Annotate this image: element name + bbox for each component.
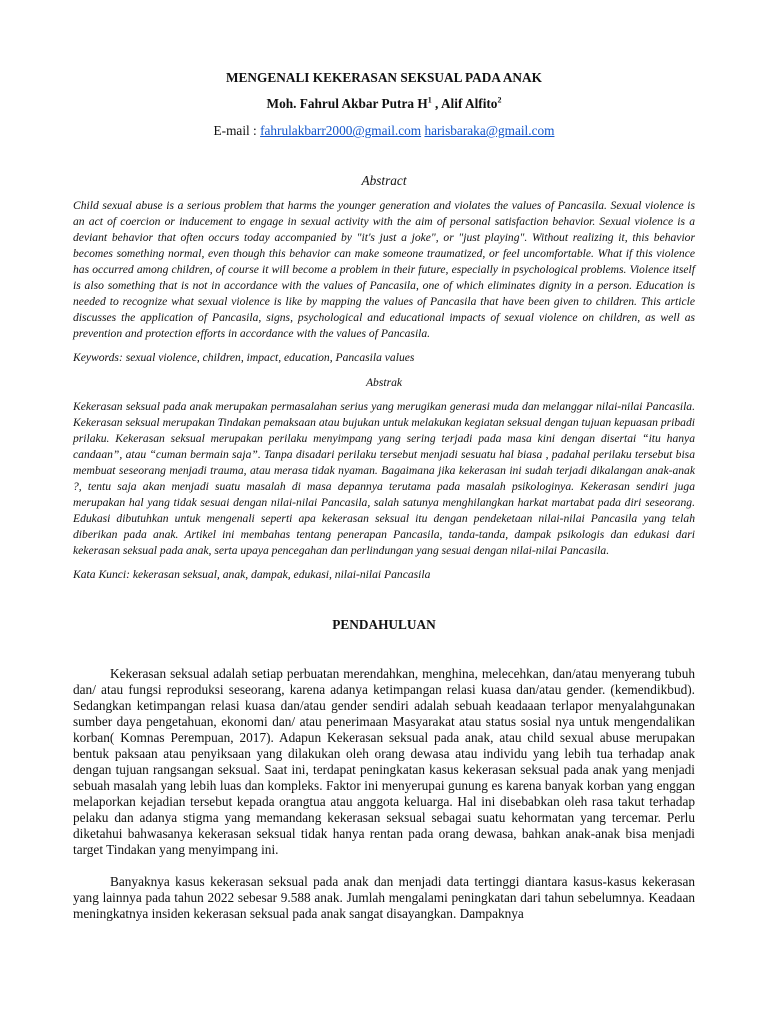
abstract-text: Child sexual abuse is a serious problem that harms the younger generation and violates the values of Pancasila. Sexual violence is an act of coercion or inducement to engage in sexual activity with the aim of personal satisfaction behavior. Sexual violence is a deviant behavior that often occurs today accompanied by "it's just a joke", or "just playing". Without realizing it, this behavior becomes something normal, even though this behavior can make someone traumatized, or feel uncomfortable. What if this violence has occurred among children, of course it will become a problem in their future, especially in psychological problems. Violence itself is also something that is not in accordance with the values of Pancasila, one of which eliminates dignity in a person. Education is needed to recognize what sexual violence is like by mapping the values of Pancasila that have been given to children. This article discusses the application of Pancasila, signs, psychological and educational impacts of sexual violence on children, as well as prevention and protection efforts in accordance with the values of Pancasila. [73,199,695,340]
section-heading: PENDAHULUAN [332,617,436,632]
authors-line [73,95,695,112]
email-line [73,122,695,139]
author-2-affiliation: 2 [497,95,502,105]
abstrak-text: Kekerasan seksual pada anak merupakan permasalahan serius yang merugikan generasi muda dan melanggar nilai-nilai Pancasila. Kekerasan seksual merupakan Tindakan pemaksaan atau bujukan untuk melakukan kegiatan seksual dengan tujuan kepuasan pribadi prilaku. Kekerasan seksual merupakan perilaku menyimpang yang sering terjadi pada masa kini dengan disertai “itu hanya candaan”, atau “cuman bermain saja”. Tanpa disadari perilaku tersebut menjadi sesuatu hal biasa , padahal perilaku tersebut bisa membuat seseorang menjadi trauma, atau merasa tidak nyaman. Bagaimana jika kekerasan ini sudah terjadi dikalangan anak-anak ?, tentu saja akan menjadi suatu masalah di masa depannya terutama pada masalah psikologinya. Kekerasan sendiri juga merupakan hal yang tidak sesuai dengan nilai-nilai Pancasila, salah satunya menghilangkan harkat martabat pada diri seseorang. Edukasi dibutuhkan untuk mengenali seperti apa kekerasan seksual itu dengan pendeketaan nilai-nilai Pancasila yang telah diberikan pada anak. Artikel ini membahas tentang penerapan Pancasila, tanda-tanda, dampak psikologis dan edukasi dari kekerasan seksual pada anak, serta upaya pencegahan dan perlindungan yang sesuai dengan nilai-nilai Pancasila. [73,400,695,557]
abstract-heading: Abstract [361,173,407,188]
keywords: Keywords: sexual violence, children, impact, education, Pancasila values [73,351,415,364]
author-2: Alif Alfito [440,96,498,111]
body-paragraph-1: Kekerasan seksual adalah setiap perbuatan merendahkan, menghina, melecehkan, dan/atau menyerang tubuh dan/ atau fungsi reproduksi seseorang, karena adanya ketimpangan relasi kuasa dan/atau gender. (kemendikbud). Sedangkan ketimpangan relasi kuasa dan/atau gender sendiri adalah sebuah keadaaan terlapor menyalahgunakan sumber daya pengetahuan, ekonomi dan/ atau penerimaan Masyarakat atau status sosial nya untuk mengendalikan korban( Komnas Perempuan, 2017). Adapun Kekerasan seksual pada anak, atau child sexual abuse merupakan bentuk paksaan atau penyiksaan yang dilakukan oleh orang dewasa atau individu yang lebih tua terhadap anak dengan tujuan rangsangan seksual. Saat ini, terdapat peningkatan kasus kekerasan seksual pada anak yang menjadi sebuah masalah yang lebih luas dan kompleks. Faktor ini menyerupai gunung es karena banyak korban yang enggan melaporkan kejadian tersebut kepada orangtua atau anggota keluarga. Hal ini disebabkan oleh rasa takut terhadap pelaku dan adanya stigma yang memandang kekerasan seksual sebagai suatu kehormatan yang tercemar. Perlu diketahui bahwasanya kekerasan seksual tidak hanya rentan pada orang dewasa, bahkan anak-anak bisa menjadi target Tindakan yang menyimpang ini. [73,666,695,857]
kata-kunci: Kata Kunci: kekerasan seksual, anak, dampak, edukasi, nilai-nilai Pancasila [73,568,431,581]
body-paragraph-2: Banyaknya kasus kekerasan seksual pada anak dan menjadi data tertinggi diantara kasus-kasus kekerasan yang lainnya pada tahun 2022 sebesar 9.588 anak. Jumlah mengalami peningkatan dari tahun sebelumnya. Keadaan meningkatnya insiden kekerasan seksual pada anak sangat disayangkan. Dampaknya [73,874,695,921]
author-separator: , [431,96,441,111]
paper-title: MENGENALI KEKERASAN SEKSUAL PADA ANAK [226,70,542,85]
email-label: E-mail : [213,123,261,138]
author-1-affiliation: 1 [427,95,432,105]
email-link-1[interactable]: fahrulakbarr2000@gmail.com [260,123,422,138]
email-link-2[interactable]: harisbaraka@gmail.com [424,123,555,138]
abstrak-heading: Abstrak [365,376,403,389]
author-1: Moh. Fahrul Akbar Putra H [266,96,428,111]
